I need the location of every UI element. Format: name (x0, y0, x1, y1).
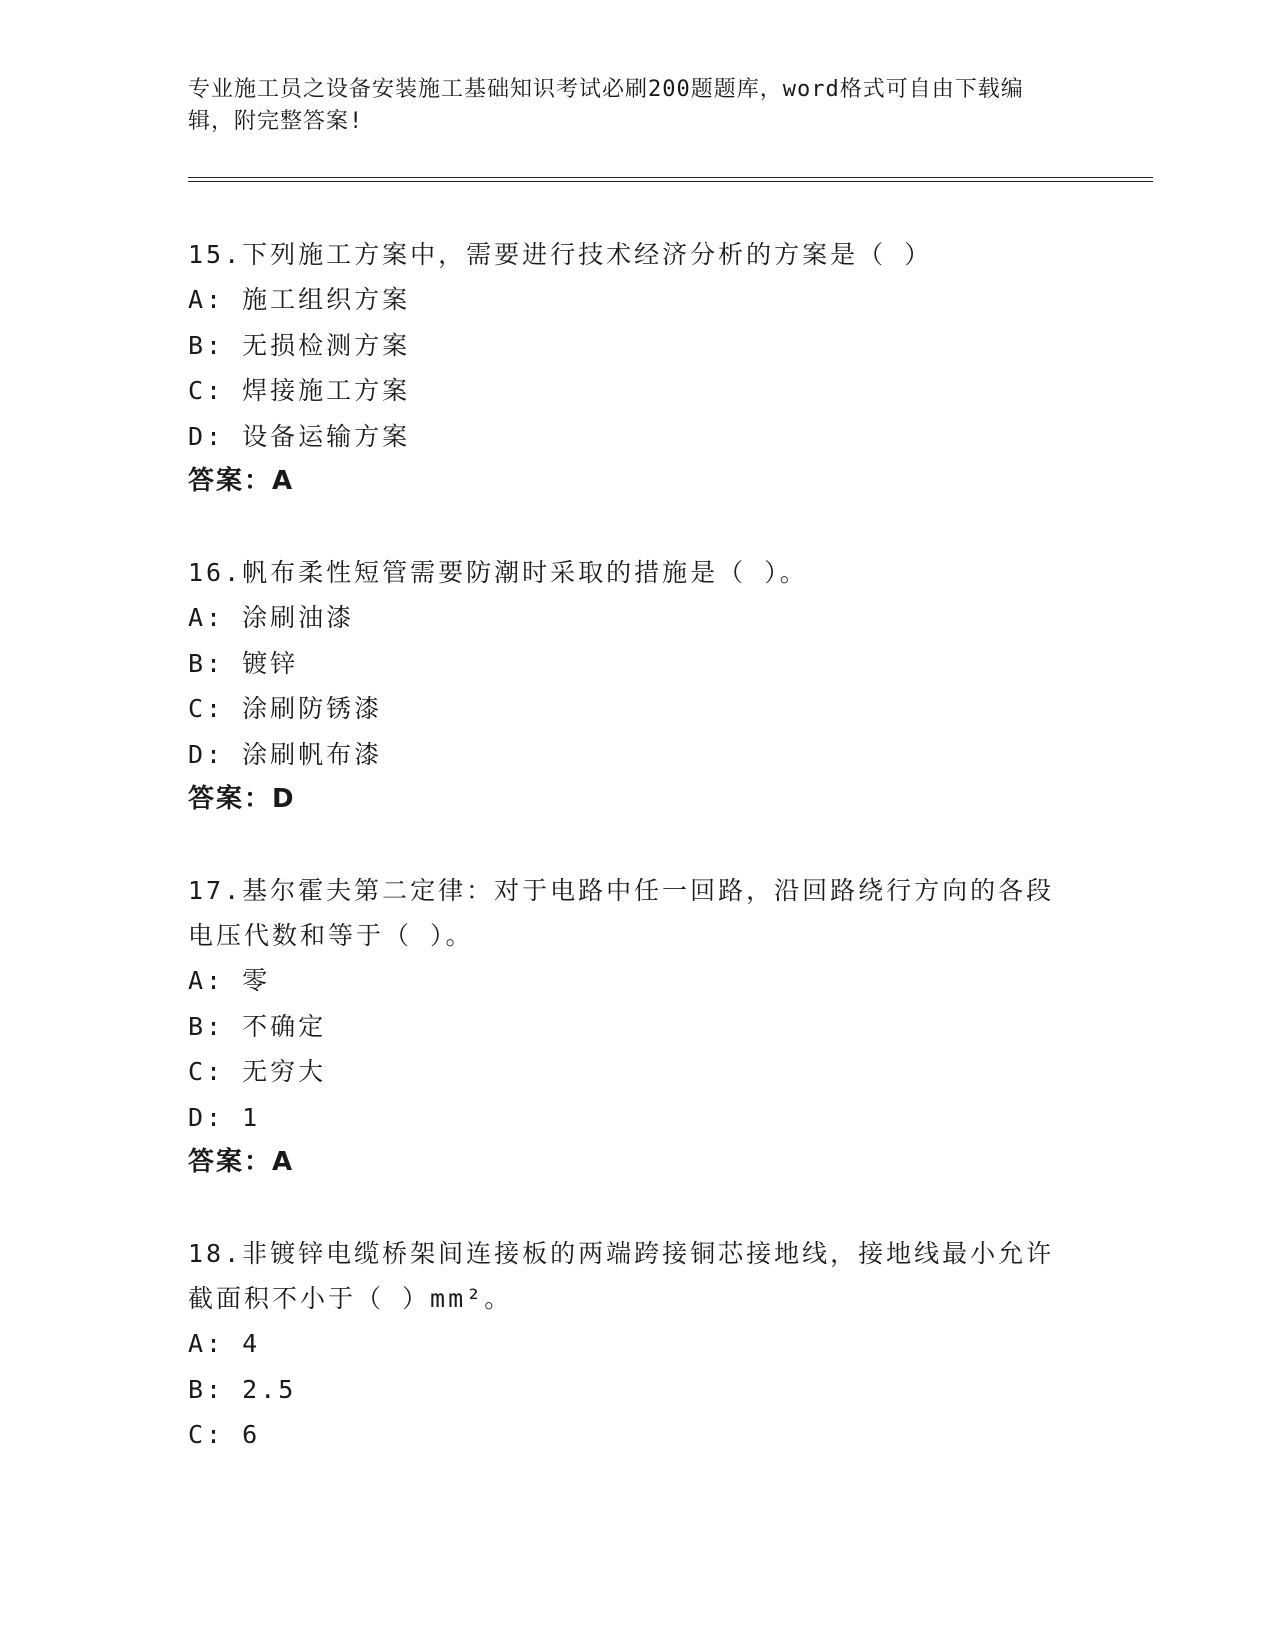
option-a: A: 施工组织方案 (188, 285, 411, 314)
option-b: B: 镀锌 (188, 648, 299, 678)
option-b: B: 不确定 (188, 1011, 327, 1041)
question-18 (188, 1231, 1068, 1458)
question-stem: 16.帆布柔性短管需要防潮时采取的措施是（ ）。 (188, 558, 808, 587)
option-c: C: 涂刷防锈漆 (188, 694, 383, 723)
option-a: A: 4 (188, 1329, 261, 1358)
option-b: B: 2.5 (188, 1374, 297, 1404)
question-stem: 17.基尔霍夫第二定律：对于电路中任一回路，沿回路绕行方向的各段电压代数和等于（ ）。 (188, 876, 1055, 950)
option-a: A: 零 (188, 966, 271, 995)
option-a: A: 涂刷油漆 (188, 603, 355, 632)
question-stem: 15.下列施工方案中，需要进行技术经济分析的方案是（ ） (188, 240, 933, 269)
answer-line: 答案：D (188, 784, 296, 814)
option-c: C: 无穷大 (188, 1057, 327, 1086)
answer-line: 答案：A (188, 466, 295, 496)
option-c: C: 焊接施工方案 (188, 376, 411, 405)
option-d: D: 1 (188, 1102, 261, 1132)
answer-line: 答案：A (188, 1147, 295, 1177)
option-b: B: 无损检测方案 (188, 330, 411, 360)
option-c: C: 6 (188, 1420, 261, 1449)
question-stem: 18.非镀锌电缆桥架间连接板的两端跨接铜芯接地线，接地线最小允许截面积不小于（ ）mm²。 (188, 1239, 1055, 1313)
question-16 (188, 550, 1068, 822)
option-d: D: 涂刷帆布漆 (188, 739, 383, 769)
question-17 (188, 868, 1068, 1185)
document-header: 专业施工员之设备安装施工基础知识考试必刷200题题库，word格式可自由下载编辑，附完整答案! (188, 77, 1024, 134)
option-d: D: 设备运输方案 (188, 421, 411, 451)
header-divider (188, 177, 1153, 182)
question-list (188, 232, 1068, 1504)
question-15 (188, 232, 1068, 504)
